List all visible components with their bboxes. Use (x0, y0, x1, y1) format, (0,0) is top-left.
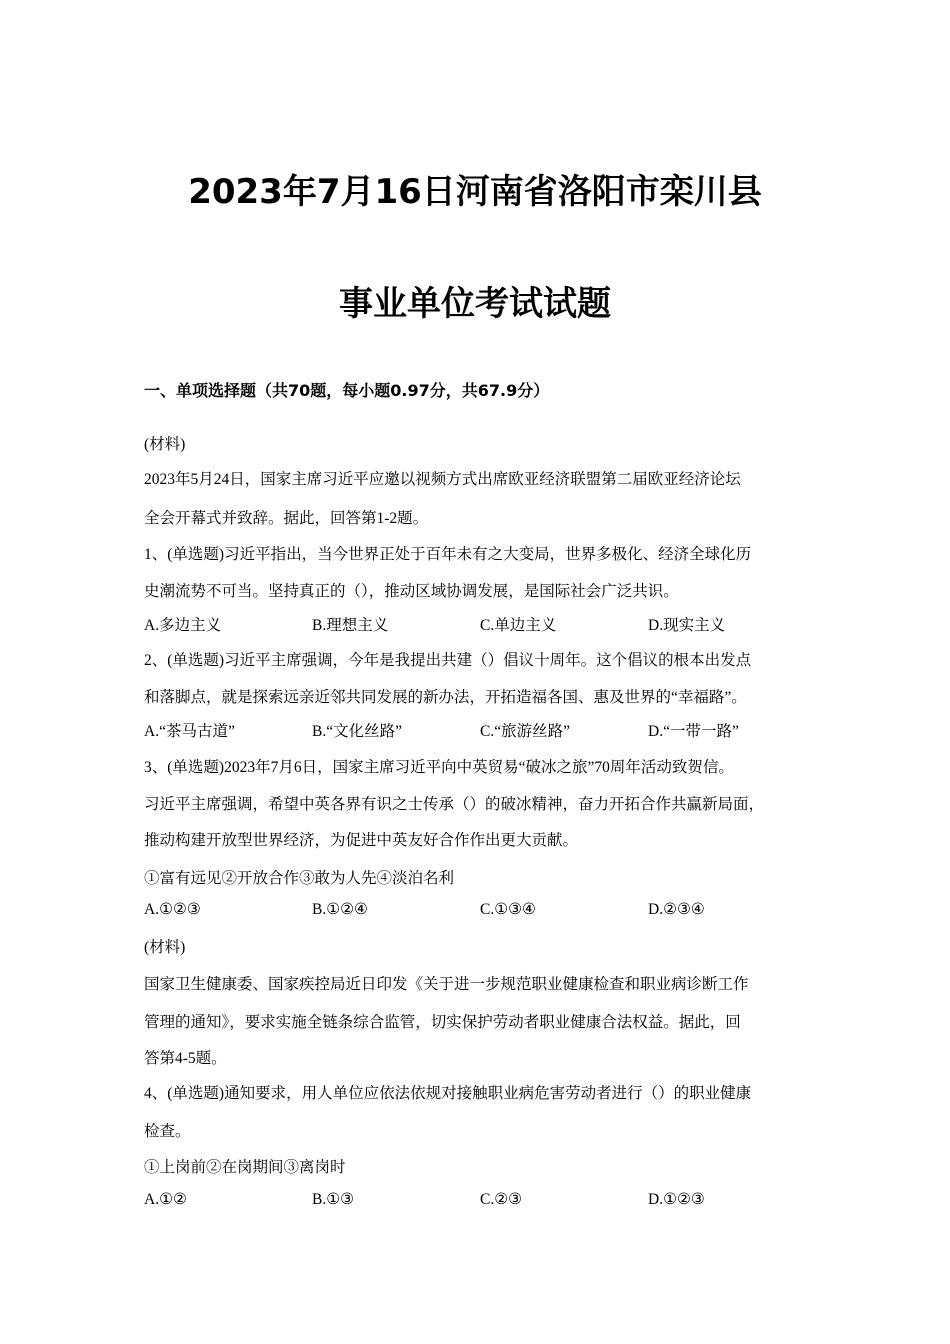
question-1-option-a: A.多边主义 (144, 617, 222, 634)
question-4-text-line: 检查。 (144, 1123, 191, 1140)
question-3-text-line: 习近平主席强调，希望中英各界有识之士传承（）的破冰精神，奋力开拓合作共赢新局面， (144, 796, 765, 813)
section-heading: 一、单项选择题（共70题，每小题0.97分，共67.9分） (144, 381, 550, 400)
question-2-options (144, 719, 824, 741)
question-2-option-d: D.“一带一路” (648, 723, 739, 740)
material-label: (材料) (144, 436, 186, 453)
question-3-choices-line: ①富有远见②开放合作③敢为人先④淡泊名利 (144, 870, 455, 887)
question-2-option-c: C.“旅游丝路” (480, 723, 570, 740)
material-text-line: 管理的通知》，要求实施全链条综合监管，切实保护劳动者职业健康合法权益。据此，回 (144, 1014, 741, 1031)
question-1-option-d: D.现实主义 (648, 617, 726, 634)
question-1-option-c: C.单边主义 (480, 617, 557, 634)
question-4-options (144, 1190, 824, 1212)
material-text-line: 国家卫生健康委、国家疾控局近日印发《关于进一步规范职业健康检查和职业病诊断工作 (144, 976, 749, 993)
document-title-line-1: 2023年7月16日河南省洛阳市栾川县 (188, 172, 762, 212)
material-text-line: 2023年5月24日，国家主席习近平应邀以视频方式出席欧亚经济联盟第二届欧亚经济论坛 (144, 471, 741, 488)
question-1-text-line: 史潮流势不可当。坚持真正的（），推动区域协调发展，是国际社会广泛共识。 (144, 583, 679, 600)
question-3-option-a: A.①②③ (144, 901, 201, 918)
material-text-line: 全会开幕式并致辞。据此，回答第1-2题。 (144, 510, 429, 527)
question-1-options (144, 613, 824, 635)
document-title-line-2: 事业单位考试试题 (339, 284, 611, 324)
question-4-option-d: D.①②③ (648, 1191, 705, 1208)
material-label: (材料) (144, 939, 186, 956)
question-3-options (144, 900, 824, 922)
question-1-text-line: 1、(单选题)习近平指出，当今世界正处于百年未有之大变局，世界多极化、经济全球化历 (144, 546, 752, 563)
question-4-option-c: C.②③ (480, 1191, 523, 1208)
question-3-option-b: B.①②④ (312, 901, 368, 918)
question-1-option-b: B.理想主义 (312, 617, 389, 634)
question-4-choices-line: ①上岗前②在岗期间③离岗时 (144, 1159, 346, 1176)
question-2-text-line: 和落脚点，就是探索远亲近邻共同发展的新办法，开拓造福各国、惠及世界的“幸福路”。 (144, 689, 747, 706)
question-2-option-a: A.“茶马古道” (144, 723, 235, 740)
question-3-text-line: 推动构建开放型世界经济，为促进中英友好合作作出更大贡献。 (144, 832, 579, 849)
question-4-text-line: 4、(单选题)通知要求，用人单位应依法依规对接触职业病危害劳动者进行（）的职业健康 (144, 1085, 752, 1102)
question-4-option-a: A.①② (144, 1191, 187, 1208)
question-3-option-d: D.②③④ (648, 901, 705, 918)
question-2-option-b: B.“文化丝路” (312, 723, 402, 740)
question-3-text-line: 3、(单选题)2023年7月6日，国家主席习近平向中英贸易“破冰之旅”70周年活动致贺信。 (144, 759, 734, 776)
question-4-option-b: B.①③ (312, 1191, 355, 1208)
question-2-text-line: 2、(单选题)习近平主席强调，今年是我提出共建（）倡议十周年。这个倡议的根本出发点 (144, 652, 752, 669)
question-3-option-c: C.①③④ (480, 901, 536, 918)
material-text-line: 答第4-5题。 (144, 1050, 227, 1067)
